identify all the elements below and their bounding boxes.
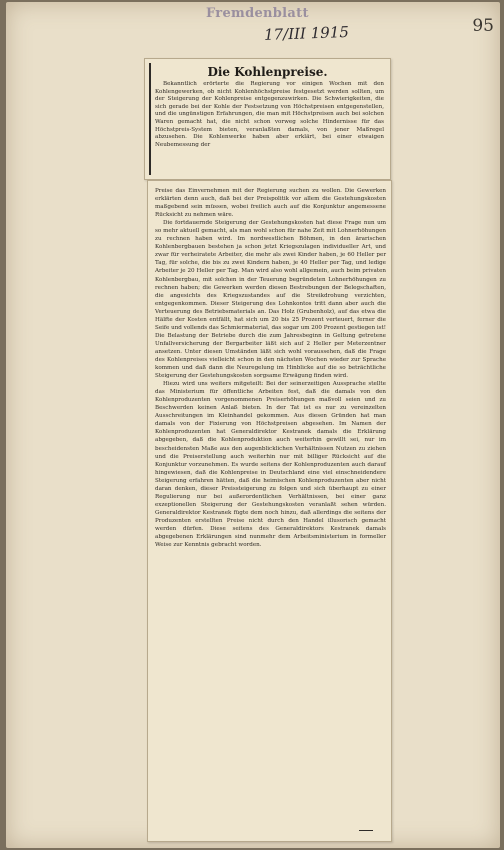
article-paragraph: Bekanntlich erörterte die Regierung vor einigen Wochen mit den Kohlengewerken, ob nicht Kohlenhöchstpreise festgesetzt werden sollten, um der Steigerung der Kohlenpreise entgegenzuwirken. Die Schwierigkeiten, die sich gerade bei der Kohle der Festsetzung von Höchstpreisen entgegenstellen, und die ungünstigen Erfahrungen, die man mit Höchstpreisen auch bei solchen Waren gemacht hat, die nicht schon vorweg solche Hindernisse für das Höchstpreis-System bieten, veranlaßten damals, von jener Maßregel abzusehen. Die Kohlenwerke haben aber erklärt, bei einer etwaigen Neubemessung der (155, 81, 384, 148)
margin-bar (149, 63, 151, 175)
newspaper-masthead: Fremdenblatt (206, 6, 309, 21)
article-paragraph: Hiezu wird uns weiters mitgeteilt: Bei der seinerzeitigen Aussprache stellte das Ministerium für öffentliche Arbeiten fest, daß die damals von den Kohlenproduzenten vorgenommenen Preiserhöhungen maßvoll seien und zu Beschwerden keinen Anlaß bieten. In der Tat ist es nur zu vereinzelten Ausschreitungen im Kleinhandel gekommen. Aus diesen Gründen hat man damals von der Fixierung von Höchstpreisen abgesehen. Im Namen der Kohlenproduzenten hat Generaldirektor Kestranek damals die Erklärung abgegeben, daß die Kohlenproduktion auch weiterhin gewillt sei, nur im bescheidensten Maße aus den augenblicklichen Verhältnissen Nutzen zu ziehen und die Preiserstellung auch weiterhin nur mit billiger Rücksicht auf die Konjunktur vorzunehmen. Es wurde seitens der Kohlenproduzenten auch darauf hingewiesen, daß die Kohlenpreise in Deutschland eine viel einschneidendere Steigerung erfahren hätten, daß die heimischen Kohlenproduzenten aber nicht daran denken, dieser Preissteigerung zu folgen und sich überhaupt zu einer Regulierung nur bei außerordentlichen Verhältnissen, bei einer ganz exzeptionellen Steigerung der Gestehungskosten veranlaßt sehen würden. Generaldirektor Kestranek fügte dem noch hinzu, daß allerdings die seitens der Produzenten erstellten Preise nicht durch den Handel illusorisch gemacht werden dürfen. Diese seitens des Generaldirektors Kestranek damals abgegebenen Erklärungen sind nunmehr dem Arbeitsministerium in formeller Weise zur Kenntnis gebracht worden. (155, 381, 386, 549)
clipping-bottom (147, 180, 392, 842)
page-number: 95 (472, 16, 494, 36)
handwritten-date: 17/III 1915 (263, 22, 350, 44)
archive-page (6, 2, 500, 848)
article-paragraph: Die fortdauernde Steigerung der Gestehungskosten hat diese Frage nun um so mehr aktuell gemacht, als man wohl schon für nahe Zeit mit Lohnerhöhungen zu rechnen haben wird. Im nordwestlichen Böhmen, in den ärarischen Kohlenbergbauen bestehen ja schon jetzt Kriegszulagen individueller Art, und zwar für verheiratete Arbeiter, die mehr als zwei Kinder haben, je 60 Heller per Tag, für solche, die bis zu zwei Kindern haben, je 40 Heller per Tag, und ledige Arbeiter je 20 Heller per Tag. Man wird also wohl allgemein, auch beim privaten Kohlenbergbau, mit solchen in der Teuerung begründeten Lohnerhöhungen zu rechnen haben; die Gewerken werden diesen Bestrebungen der Belegschaften, die angesichts des Kriegszustandes auf die Streikdrohung verzichten, entgegenkommen. Dieser Steigerung des Lohnkontos tritt dann aber auch die Verteuerung des Betriebsmaterials an. Das Holz (Grubenholz), auf das etwa die Hälfte der Kosten entfällt, hat sich um 20 bis 25 Prozent verteuert, ferner die Seife und vollends das Schmiermaterial, das sogar um 200 Prozent gestiegen ist! Die Belastung der Betriebe durch die zum Jahresbeginn in Geltung getretene Unfallversicherung der Bergarbeiter läßt sich auf 2 Heller per Meterzentner ansetzen. Unter diesen Umständen läßt sich wohl voraussehen, daß die Frage des Kohlenpreises vielleicht schon in den nächsten Wochen wieder zur Sprache kommen und daß dann die Neuregelung im Hinblicke auf die so beträchtliche Steigerung der Gestehungskosten sorgsame Erwägung finden wird. (155, 220, 386, 380)
end-rule (359, 830, 373, 831)
article-paragraph: Preise das Einvernehmen mit der Regierung suchen zu wollen. Die Gewerken erklärten denn auch, daß bei der Preispolitik vor allem die Gestehungskosten maßgebend sein müssen, wobei freilich auch auf die Konjunktur angemessene Rücksicht zu nehmen wäre. (155, 188, 386, 219)
article-column-bottom (148, 181, 391, 549)
article-title: Die Kohlenpreise. (207, 65, 328, 79)
article-column-top (145, 81, 390, 149)
clipping-top (144, 58, 391, 180)
